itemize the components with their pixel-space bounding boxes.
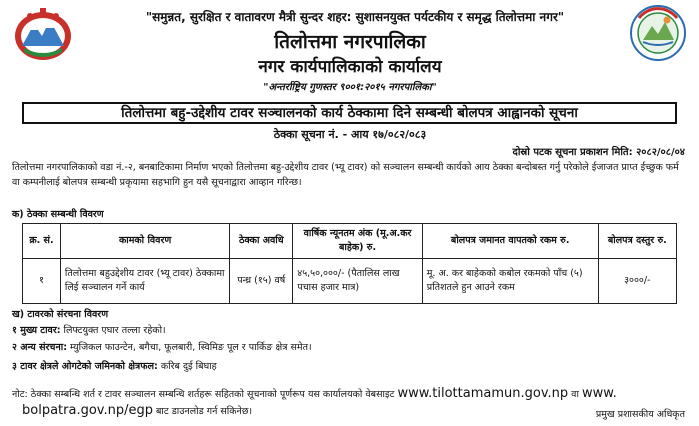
iso-certification: "अन्तर्राष्ट्रिय गुणस्तर ९००१:२०१५ नगरपालिका" — [263, 82, 437, 93]
municipality-name: तिलोत्तमा नगरपालिका — [274, 31, 426, 53]
notice-title-banner: तिलोत्तमा बहु-उद्देशीय टावर सञ्चालनको कार्य ठेक्कामा दिने सम्बन्धी बोलपत्र आह्वानको सूचना — [22, 102, 677, 124]
col-header-turnover: वार्षिक न्यूनतम अंक (मू.अ.कर बाहेक) रु. — [293, 224, 423, 259]
nepal-emblem-icon — [12, 6, 74, 64]
table-row — [23, 259, 677, 304]
notice-number: ठेक्का सूचना नं. - आय १७/०८२/०८३ — [273, 128, 427, 141]
bolpatra-link-start[interactable]: www. — [581, 386, 617, 401]
col-header-period: ठेक्का अवधि — [230, 224, 293, 259]
tilottama-municipality-logo-icon — [629, 4, 687, 62]
bolpatra-link[interactable]: bolpatra.gov.np/egp — [22, 403, 153, 418]
structure-item-main-tower — [12, 323, 166, 336]
intro-paragraph: तिलोत्तमा नगरपालिकाको वडा नं.-२, बनबाटिकामा निर्माण भएको तिलोत्तमा बहु-उद्देशीय टावर (भ्यू टावर) को सञ्चालन सम्बन्धी कार्यको आय ठेक्का बन्दोबस्त गर्नु परेकोले ईजाजत प्राप्त ईच्छुक फर्म वा कम्पनीलाई बोलपत्र सम्बन्धी प्रकृयामा सहभागि हुन यसै सूचनाद्वारा आव्हान गरिन्छ। — [12, 162, 679, 188]
structure-label: ३ टावर क्षेत्रले ओगटेको जमिनको क्षेत्रफल: — [12, 361, 158, 372]
structure-label: २ अन्य संरचना: — [12, 342, 67, 353]
download-note — [12, 386, 617, 401]
col-header-description: कामको विवरण — [60, 224, 229, 259]
note-mid: वा — [568, 389, 582, 400]
col-header-sn: क्र. सं. — [23, 224, 61, 259]
section-a-heading: क) ठेक्का सम्बन्धी विवरण — [12, 209, 104, 220]
office-name: नगर कार्यपालिकाको कार्यालय — [258, 57, 442, 77]
structure-item-area — [12, 359, 217, 372]
structure-label: १ मुख्य टावर: — [12, 325, 61, 336]
cell-guarantee: मू. अ. कर बाहेकको कबोल रकमको पाँच (५) प्रतिशतले हुन आउने रकम — [422, 259, 598, 304]
signatory: प्रमुख प्रशासकीय अधिकृत — [595, 409, 685, 420]
table-header-row — [23, 224, 677, 259]
cell-sn: १ — [23, 259, 61, 304]
cell-description: तिलोत्तमा बहुउद्देशीय टावर (भ्यू टावर) ठेक्कामा लिई सञ्चालन गर्ने कार्य — [60, 259, 229, 304]
cell-fee: ३०००/- — [598, 259, 676, 304]
cell-turnover: ४५,५०,०००/- (पैतालिस लाख पचास हजार मात्र) — [293, 259, 423, 304]
publication-date: दोस्रो पटक सूचना प्रकाशन मिति: २०८२/०८/०४ — [512, 147, 685, 158]
cell-period: पन्ध्र (१५) वर्ष — [230, 259, 293, 304]
structure-item-other — [12, 340, 312, 353]
structure-text: करिब दुई बिघाह — [157, 361, 217, 372]
municipality-motto: "समुन्नत, सुरक्षित र वातावरण मैत्री सुन्दर शहर: सुशासनयुक्त पर्यटकीय र समृद्ध तिलोत्तमा नगर" — [145, 10, 565, 24]
contract-details-table — [22, 223, 677, 304]
download-note-cont — [22, 403, 252, 418]
col-header-guarantee: बोलपत्र जमानत वापतको रकम रु. — [422, 224, 598, 259]
col-header-fee: बोलपत्र दस्तुर रु. — [598, 224, 676, 259]
section-b-heading: ख) टावरको संरचना विवरण — [12, 309, 109, 320]
note-suffix: बाट डाउनलोड गर्न सकिनेछ। — [152, 406, 253, 417]
structure-text: म्युजिकल फाउन्टेन, बगैचा, फूलबारी, स्विमिङ पूल र पार्किङ क्षेत्र समेत। — [67, 342, 312, 353]
note-prefix: नोट: ठेक्का सम्बन्धि शर्त र टावर सञ्चालन सम्बन्धि शर्तहरू सहितको सूचनाको पूर्णरूप यस कार्यालयको वेबसाइट — [12, 389, 398, 400]
website-link[interactable]: www.tilottamamun.gov.np — [397, 386, 569, 401]
structure-text: लिफ्टयुक्त एघार तल्ला रहेको। — [60, 325, 166, 336]
